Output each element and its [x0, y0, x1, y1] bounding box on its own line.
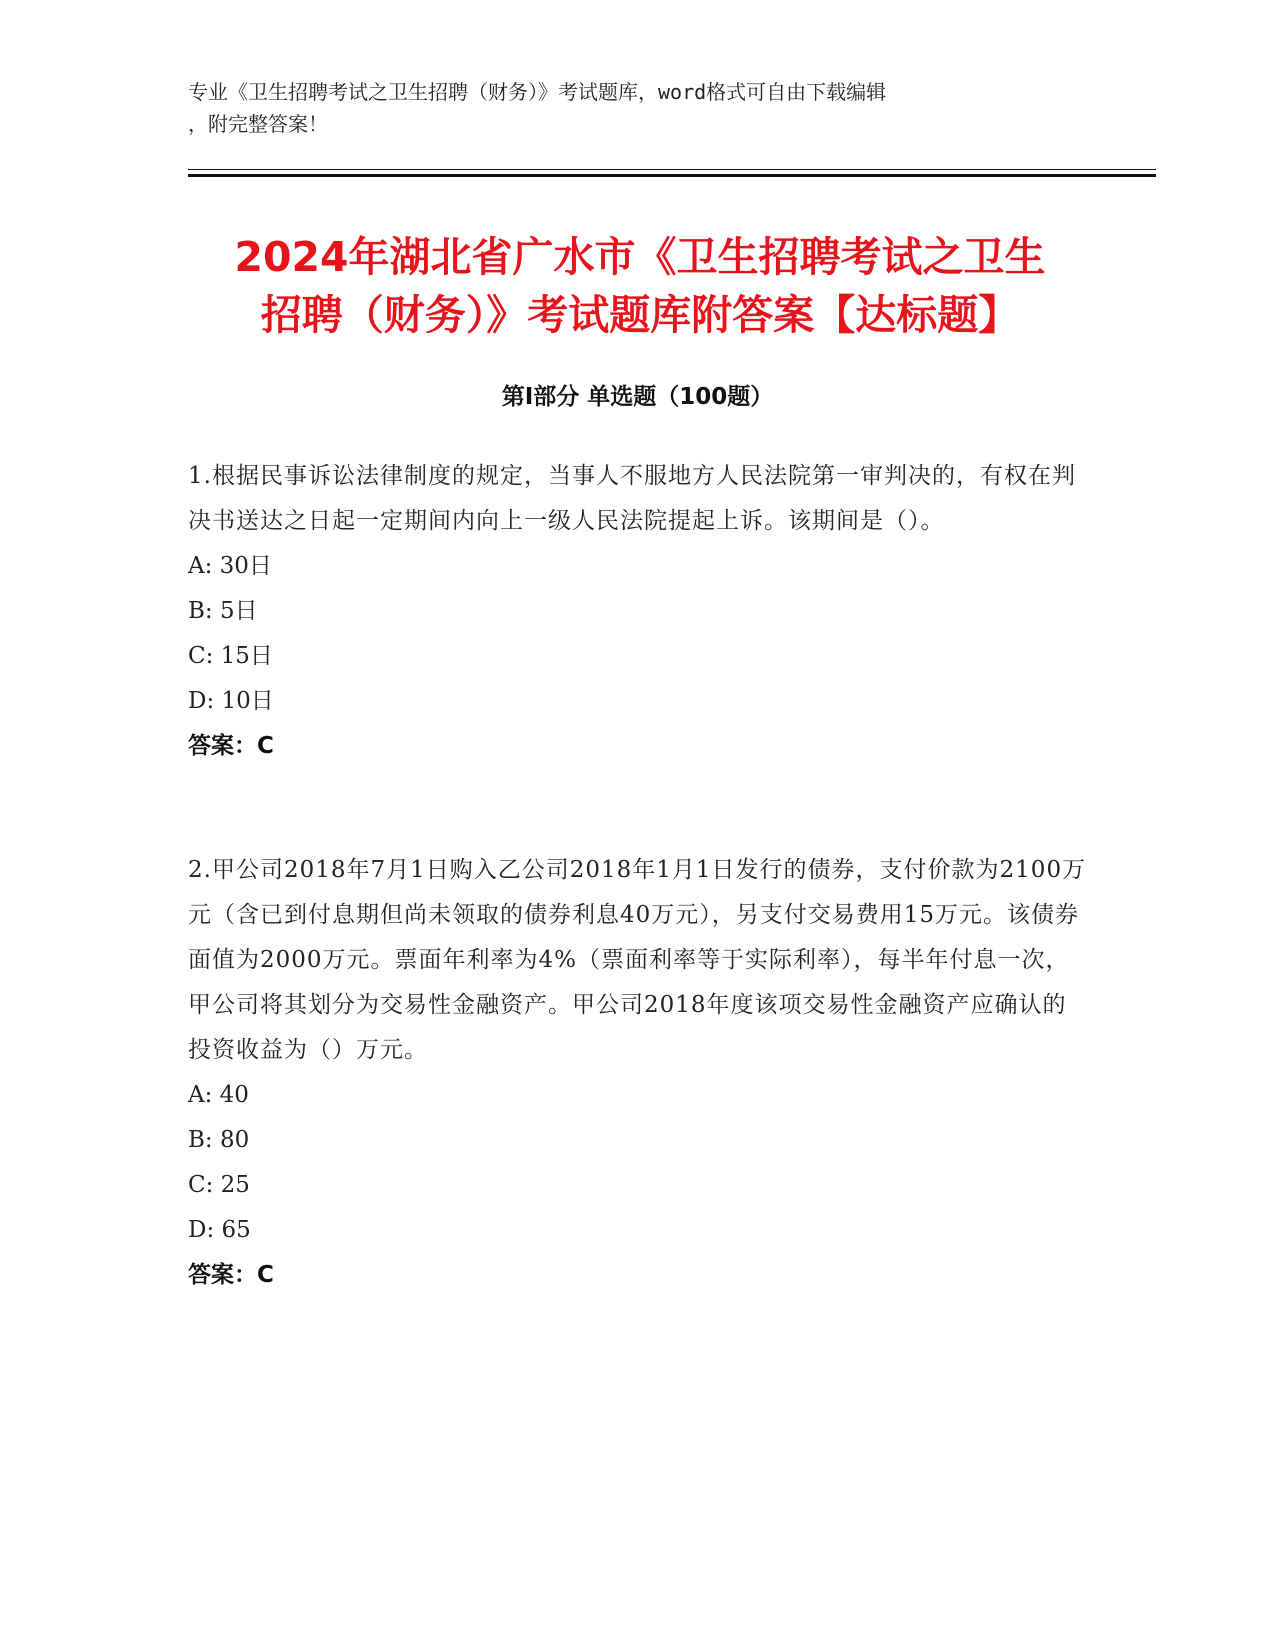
option-a: A: 40 [188, 1082, 249, 1108]
option-c: C: 15日 [188, 643, 273, 669]
document-title [180, 228, 1100, 344]
answer: 答案：C [188, 1262, 274, 1288]
header-note-line-2: ，附完整答案！ [188, 112, 328, 136]
question-stem: 1.根据民事诉讼法律制度的规定，当事人不服地方人民法院第一审判决的，有权在判决书送达之日起一定期间内向上一级人民法院提起上诉。该期间是（）。 [188, 463, 1076, 534]
option-d: D: 10日 [188, 688, 274, 714]
question-stem: 2.甲公司2018年7月1日购入乙公司2018年1月1日发行的债券，支付价款为2100万元（含已到付息期但尚未领取的债券利息40万元），另支付交易费用15万元。该债券面值为2000万元。票面年利率为4%（票面利率等于实际利率），每半年付息一次，甲公司将其划分为交易性金融资产。甲公司2018年度该项交易性金融资产应确认的投资收益为（）万元。 [188, 857, 1087, 1063]
option-c: C: 25 [188, 1172, 250, 1198]
answer: 答案：C [188, 733, 274, 759]
header-note-line-1: 专业《卫生招聘考试之卫生招聘（财务）》考试题库，word格式可自由下载编辑 [188, 80, 887, 104]
section-heading: 第Ⅰ部分 单选题（100题） [501, 384, 774, 410]
document-title-line-2: 招聘（财务）》考试题库附答案【达标题】 [260, 291, 1020, 339]
header-divider-thin [188, 169, 1156, 170]
option-a: A: 30日 [188, 553, 272, 579]
option-b: B: 5日 [188, 598, 258, 624]
question-1 [188, 454, 1088, 769]
header-divider-thick [188, 174, 1156, 177]
option-d: D: 65 [188, 1217, 251, 1243]
header-note [188, 76, 1068, 140]
question-2 [188, 848, 1088, 1298]
document-title-line-1: 2024年湖北省广水市《卫生招聘考试之卫生 [234, 233, 1046, 281]
option-b: B: 80 [188, 1127, 250, 1153]
